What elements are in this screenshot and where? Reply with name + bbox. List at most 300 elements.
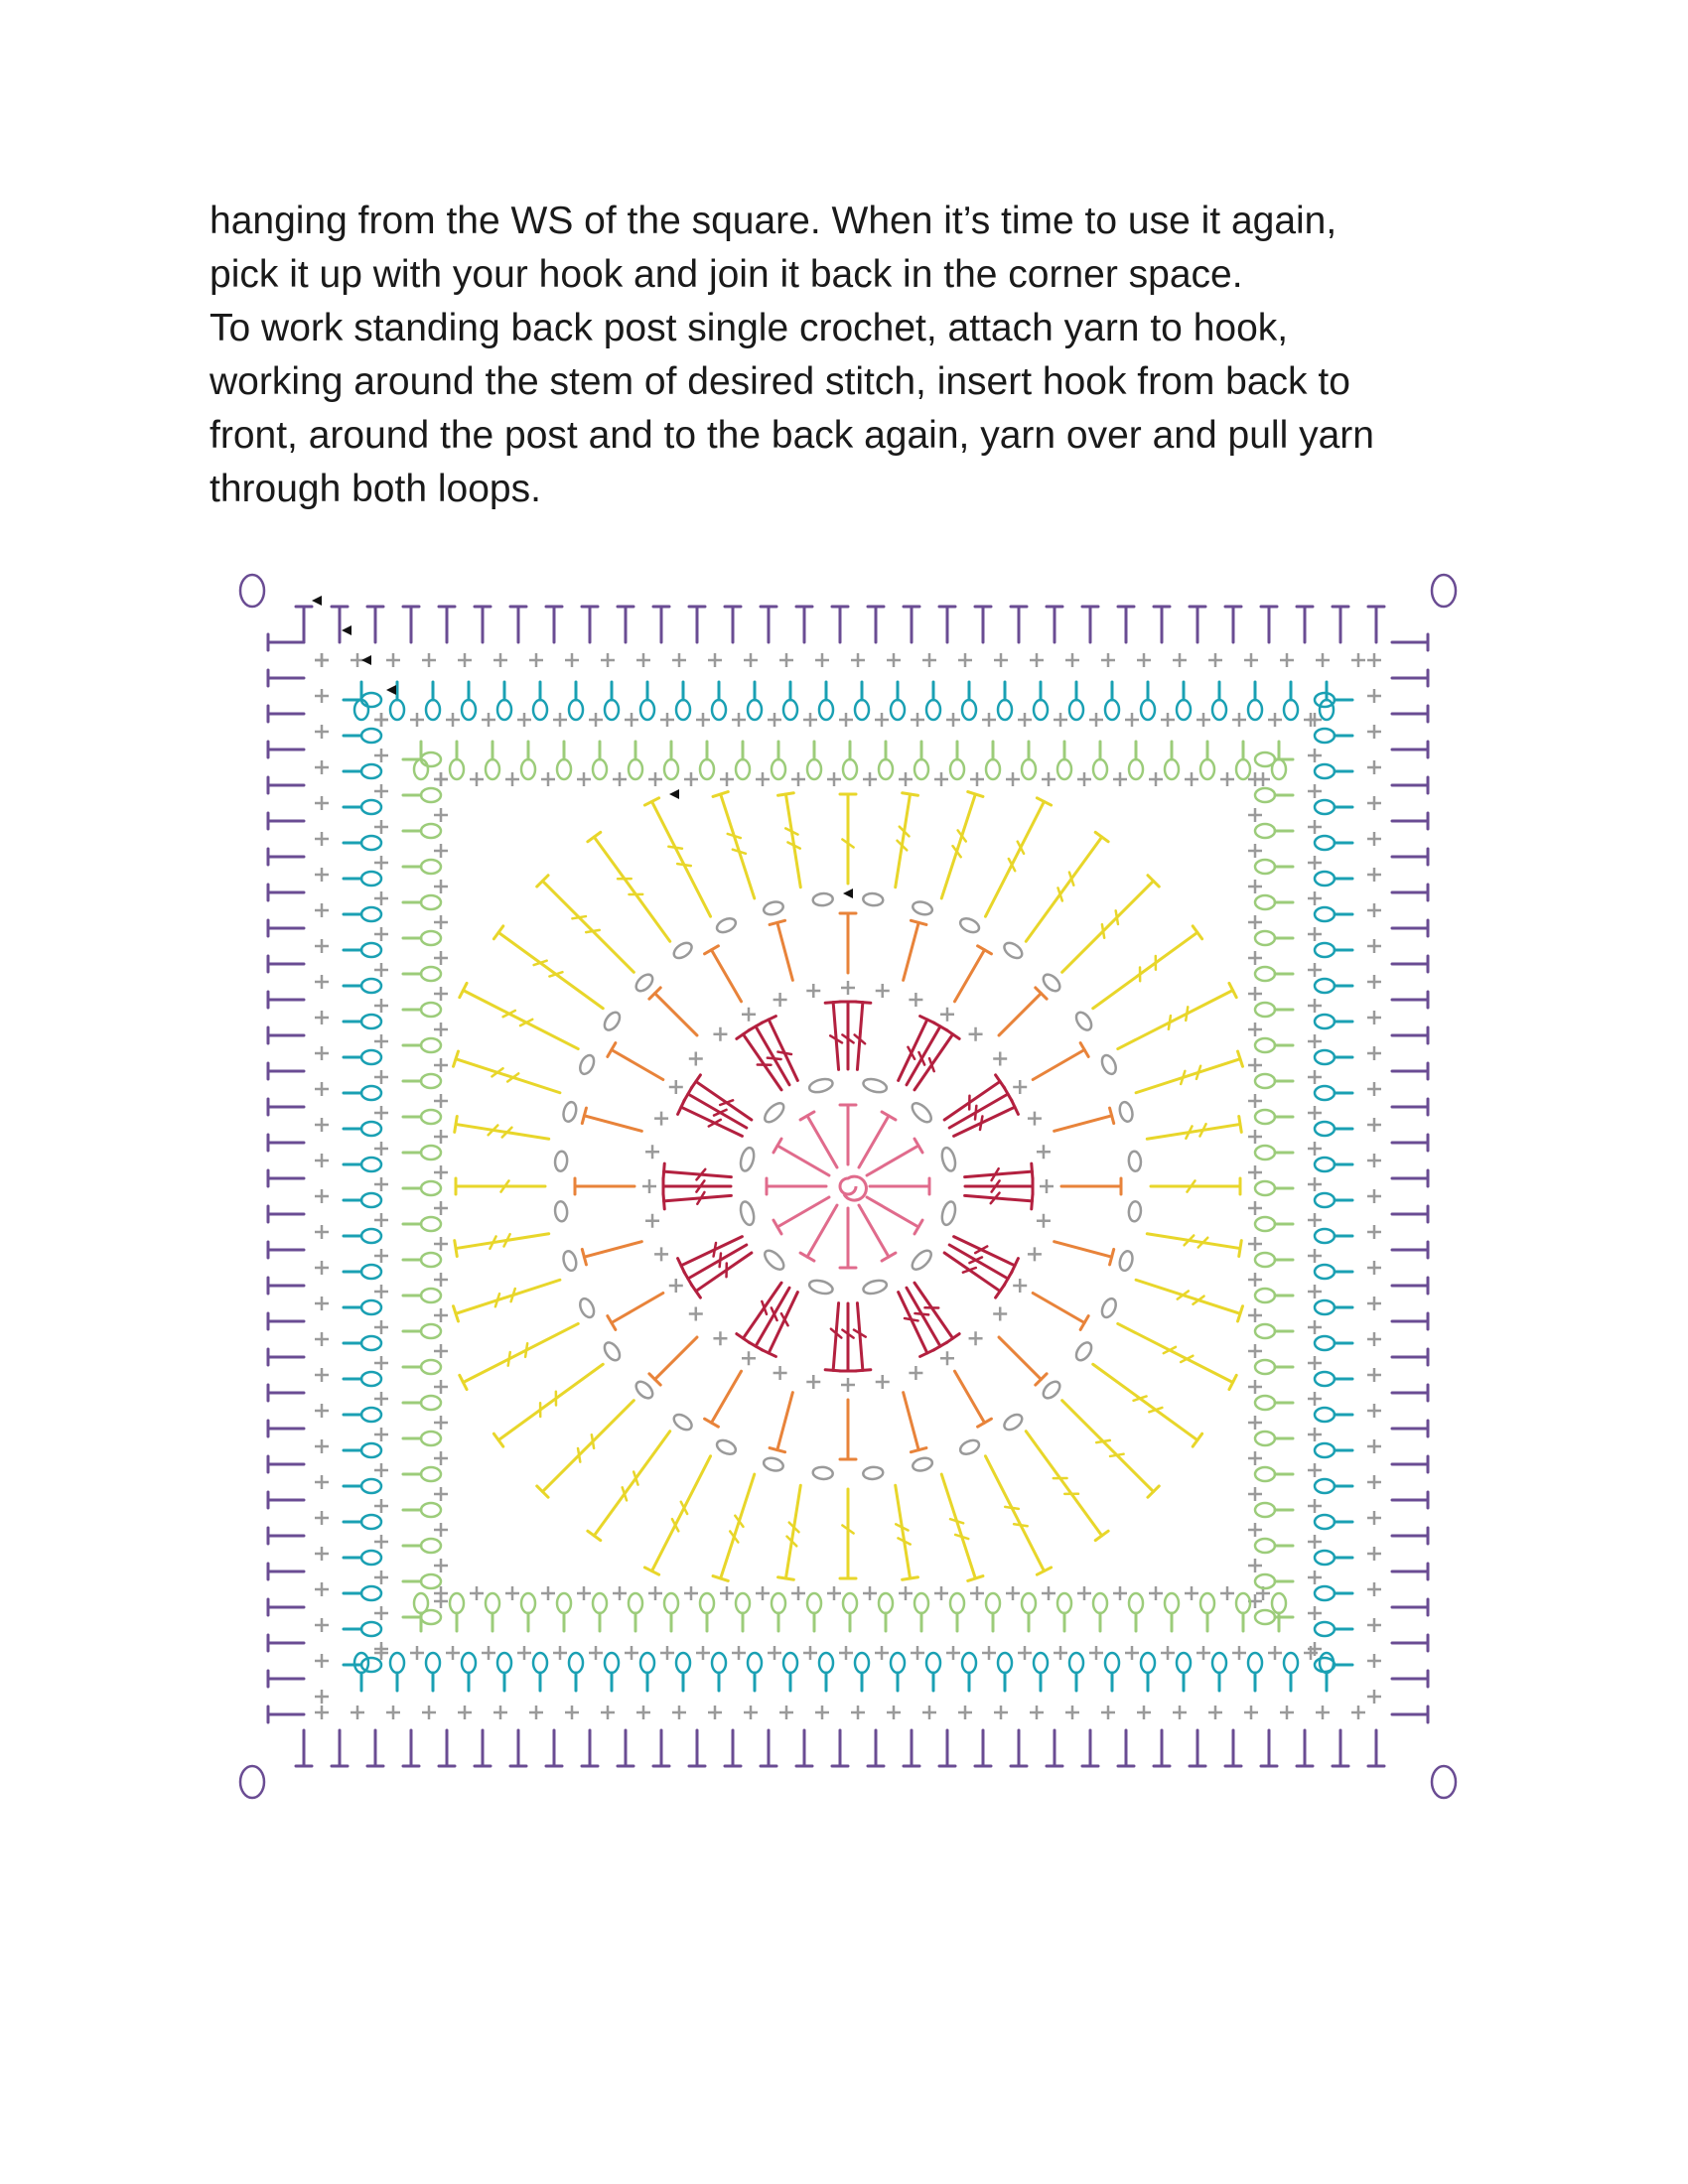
single-crochet-icon bbox=[315, 725, 329, 739]
double-crochet-icon bbox=[1315, 1158, 1335, 1171]
single-crochet-icon bbox=[863, 772, 877, 786]
double-crochet-icon bbox=[807, 1593, 821, 1613]
double-crochet-icon bbox=[1200, 759, 1214, 779]
double-crochet-icon bbox=[605, 700, 619, 720]
double-crochet-icon bbox=[1093, 1593, 1107, 1613]
double-crochet-icon bbox=[1315, 729, 1335, 743]
double-crochet-icon bbox=[533, 1653, 547, 1673]
round-5-stitch bbox=[584, 1116, 641, 1132]
double-crochet-icon bbox=[1284, 1653, 1298, 1673]
single-crochet-icon bbox=[601, 1706, 615, 1719]
single-crochet-icon bbox=[374, 1034, 388, 1048]
double-crochet-icon bbox=[361, 1408, 381, 1422]
single-crochet-icon bbox=[374, 1320, 388, 1334]
single-crochet-icon bbox=[374, 1213, 388, 1227]
double-crochet-icon bbox=[998, 700, 1012, 720]
single-crochet-icon bbox=[374, 856, 388, 870]
double-crochet-icon bbox=[1315, 764, 1335, 778]
single-crochet-icon bbox=[315, 1332, 329, 1346]
double-crochet-icon bbox=[1022, 759, 1036, 779]
round-7-stitch-top bbox=[778, 1577, 794, 1580]
round-7-stitch bbox=[1118, 991, 1233, 1049]
single-crochet-icon bbox=[601, 653, 615, 667]
single-crochet-icon bbox=[744, 653, 758, 667]
single-crochet-icon bbox=[958, 1706, 972, 1719]
round-3-stitch-bar bbox=[720, 1253, 721, 1267]
single-crochet-icon bbox=[446, 713, 460, 727]
single-crochet-icon bbox=[648, 772, 662, 786]
fasten-off-arrow-icon bbox=[342, 625, 352, 635]
single-crochet-icon bbox=[1367, 1547, 1381, 1561]
double-crochet-icon bbox=[1255, 1574, 1275, 1588]
single-crochet-icon bbox=[1125, 713, 1139, 727]
single-crochet-icon bbox=[1248, 987, 1262, 1001]
start-marker-icon bbox=[840, 1176, 866, 1200]
single-crochet-icon bbox=[625, 1646, 638, 1660]
double-crochet-icon bbox=[1315, 1586, 1335, 1600]
round-1-stitch bbox=[807, 1205, 837, 1257]
single-crochet-icon bbox=[374, 1285, 388, 1298]
round-7-stitch bbox=[1062, 1401, 1154, 1492]
single-crochet-icon bbox=[315, 1297, 329, 1310]
round-3-stitch-top bbox=[855, 1002, 871, 1003]
double-crochet-icon bbox=[1255, 1003, 1275, 1017]
chain-stitch-icon bbox=[554, 1151, 568, 1171]
single-crochet-icon bbox=[315, 1154, 329, 1167]
double-crochet-icon bbox=[593, 1593, 607, 1613]
double-crochet-icon bbox=[361, 729, 381, 743]
single-crochet-icon bbox=[434, 1451, 448, 1465]
double-crochet-icon bbox=[361, 800, 381, 814]
single-crochet-icon bbox=[1308, 1285, 1322, 1298]
single-crochet-icon bbox=[1248, 1023, 1262, 1036]
round-3-stitch-top bbox=[737, 1334, 750, 1343]
round-1-stitch bbox=[777, 1197, 829, 1227]
single-crochet-icon bbox=[434, 1273, 448, 1287]
single-crochet-icon bbox=[969, 1027, 983, 1041]
double-crochet-icon bbox=[1034, 700, 1048, 720]
single-crochet-icon bbox=[887, 1706, 901, 1719]
double-crochet-icon bbox=[1315, 1408, 1335, 1422]
single-crochet-icon bbox=[434, 1237, 448, 1251]
round-7-stitch bbox=[652, 1456, 711, 1571]
single-crochet-icon bbox=[1248, 1523, 1262, 1537]
double-crochet-icon bbox=[593, 759, 607, 779]
round-5-stitch bbox=[612, 1050, 663, 1080]
paragraph-1: hanging from the WS of the square. When it’s time to use it again, pick it up with your hook and join it back in the corner space. bbox=[210, 200, 1337, 296]
single-crochet-icon bbox=[577, 772, 591, 786]
single-crochet-icon bbox=[1248, 1344, 1262, 1358]
single-crochet-icon bbox=[374, 1535, 388, 1549]
single-crochet-icon bbox=[1185, 1586, 1198, 1600]
single-crochet-icon bbox=[708, 653, 722, 667]
single-crochet-icon bbox=[946, 1646, 960, 1660]
round-5-stitch bbox=[777, 1393, 793, 1450]
single-crochet-icon bbox=[1037, 1145, 1051, 1159]
single-crochet-icon bbox=[1248, 915, 1262, 929]
double-crochet-icon bbox=[605, 1653, 619, 1673]
double-crochet-icon bbox=[855, 700, 869, 720]
round-3-stitch bbox=[664, 1171, 732, 1176]
double-crochet-icon bbox=[962, 1653, 976, 1673]
double-crochet-icon bbox=[1022, 1593, 1036, 1613]
single-crochet-icon bbox=[470, 1586, 484, 1600]
round-3-stitch bbox=[965, 1171, 1033, 1176]
fasten-off-arrow-icon bbox=[669, 789, 679, 799]
single-crochet-icon bbox=[684, 772, 698, 786]
single-crochet-icon bbox=[374, 1142, 388, 1156]
chain-stitch-icon bbox=[763, 899, 784, 916]
chain-stitch-icon bbox=[1073, 1010, 1094, 1032]
chain-stitch-icon bbox=[1041, 1379, 1063, 1402]
chain-stitch-icon bbox=[863, 892, 884, 906]
single-crochet-icon bbox=[434, 772, 448, 786]
single-crochet-icon bbox=[1196, 713, 1210, 727]
double-crochet-icon bbox=[1105, 1653, 1119, 1673]
single-crochet-icon bbox=[374, 1428, 388, 1441]
double-crochet-icon bbox=[421, 931, 441, 945]
round-7-stitch bbox=[985, 801, 1044, 916]
single-crochet-icon bbox=[1101, 1706, 1115, 1719]
double-crochet-icon bbox=[361, 1515, 381, 1529]
double-crochet-icon bbox=[521, 759, 535, 779]
round-3-stitch bbox=[833, 1303, 838, 1371]
round-7-stitch bbox=[542, 1401, 633, 1492]
chain-stitch-icon bbox=[862, 1077, 888, 1095]
double-crochet-icon bbox=[569, 1653, 583, 1673]
single-crochet-icon bbox=[1308, 1177, 1322, 1191]
double-crochet-icon bbox=[1248, 700, 1262, 720]
chain-stitch-icon bbox=[739, 1200, 757, 1226]
round-3-stitch-top bbox=[946, 1029, 959, 1038]
single-crochet-icon bbox=[315, 1582, 329, 1596]
chain-stitch-icon bbox=[602, 1340, 623, 1363]
single-crochet-icon bbox=[374, 1106, 388, 1120]
single-crochet-icon bbox=[517, 713, 531, 727]
single-crochet-icon bbox=[803, 1646, 817, 1660]
round-7-stitch-bar bbox=[1110, 1454, 1124, 1456]
single-crochet-icon bbox=[669, 1080, 683, 1094]
single-crochet-icon bbox=[434, 1130, 448, 1144]
single-crochet-icon bbox=[851, 1706, 865, 1719]
double-crochet-icon bbox=[557, 759, 571, 779]
double-crochet-icon bbox=[712, 1653, 726, 1673]
single-crochet-icon bbox=[553, 1646, 567, 1660]
single-crochet-icon bbox=[1367, 689, 1381, 703]
single-crochet-icon bbox=[982, 713, 996, 727]
single-crochet-icon bbox=[863, 1586, 877, 1600]
single-crochet-icon bbox=[374, 927, 388, 941]
double-crochet-icon bbox=[361, 1193, 381, 1207]
double-crochet-icon bbox=[421, 967, 441, 981]
round-7-stitch bbox=[941, 1474, 975, 1578]
single-crochet-icon bbox=[815, 653, 829, 667]
round-5-stitch bbox=[955, 950, 985, 1002]
single-crochet-icon bbox=[1113, 1586, 1127, 1600]
single-crochet-icon bbox=[911, 713, 924, 727]
chain-stitch-icon bbox=[808, 1279, 834, 1297]
round-3-stitch-bar bbox=[714, 1243, 716, 1257]
round-7-stitch-top bbox=[1239, 1241, 1242, 1257]
single-crochet-icon bbox=[1054, 1646, 1067, 1660]
single-crochet-icon bbox=[315, 868, 329, 882]
double-crochet-icon bbox=[361, 1336, 381, 1350]
round-3-stitch-bar bbox=[914, 1313, 928, 1314]
double-crochet-icon bbox=[1129, 1593, 1143, 1613]
single-crochet-icon bbox=[689, 1307, 703, 1321]
round-5-stitch-top bbox=[582, 1108, 586, 1123]
single-crochet-icon bbox=[732, 1646, 746, 1660]
single-crochet-icon bbox=[909, 993, 922, 1007]
single-crochet-icon bbox=[1256, 772, 1270, 786]
double-crochet-icon bbox=[1315, 1622, 1335, 1636]
double-crochet-icon bbox=[807, 759, 821, 779]
round-7-stitch bbox=[1093, 932, 1197, 1008]
double-crochet-icon bbox=[676, 700, 690, 720]
chain-stitch-icon bbox=[762, 1100, 786, 1125]
double-crochet-icon bbox=[1255, 895, 1275, 909]
single-crochet-icon bbox=[434, 1416, 448, 1430]
double-crochet-icon bbox=[1315, 1300, 1335, 1314]
double-crochet-icon bbox=[421, 1253, 441, 1267]
single-crochet-icon bbox=[875, 713, 889, 727]
single-crochet-icon bbox=[1308, 1606, 1322, 1620]
single-crochet-icon bbox=[732, 713, 746, 727]
single-crochet-icon bbox=[1367, 1690, 1381, 1704]
single-crochet-icon bbox=[1308, 1499, 1322, 1513]
chain-stitch-icon bbox=[910, 1248, 934, 1273]
single-crochet-icon bbox=[1367, 975, 1381, 989]
single-crochet-icon bbox=[374, 891, 388, 905]
double-crochet-icon bbox=[1315, 907, 1335, 921]
round-7-stitch bbox=[1062, 881, 1154, 972]
chain-stitch-icon bbox=[940, 1200, 958, 1226]
round-7-stitch bbox=[1118, 1323, 1233, 1382]
single-crochet-icon bbox=[315, 1706, 329, 1719]
single-crochet-icon bbox=[434, 1023, 448, 1036]
chain-stitch-icon bbox=[812, 1466, 833, 1480]
chain-stitch-icon bbox=[1002, 1412, 1025, 1433]
single-crochet-icon bbox=[1248, 1559, 1262, 1572]
single-crochet-icon bbox=[994, 1706, 1008, 1719]
double-crochet-icon bbox=[361, 1658, 381, 1672]
double-crochet-icon bbox=[361, 1229, 381, 1243]
double-crochet-icon bbox=[421, 860, 441, 874]
single-crochet-icon bbox=[1367, 1046, 1381, 1060]
single-crochet-icon bbox=[806, 984, 820, 998]
single-crochet-icon bbox=[374, 820, 388, 834]
round-5-stitch bbox=[1055, 1116, 1112, 1132]
single-crochet-icon bbox=[774, 1366, 787, 1380]
single-crochet-icon bbox=[806, 1375, 820, 1389]
chain-stitch-icon bbox=[763, 1456, 784, 1473]
single-crochet-icon bbox=[374, 1570, 388, 1584]
single-crochet-icon bbox=[541, 772, 555, 786]
round-5-stitch bbox=[1033, 1294, 1084, 1323]
double-crochet-icon bbox=[914, 1593, 928, 1613]
round-3-stitch bbox=[664, 1195, 732, 1200]
single-crochet-icon bbox=[315, 653, 329, 667]
single-crochet-icon bbox=[434, 1058, 448, 1072]
double-crochet-icon bbox=[640, 700, 654, 720]
single-crochet-icon bbox=[645, 1214, 659, 1228]
single-crochet-icon bbox=[841, 981, 855, 995]
single-crochet-icon bbox=[969, 1331, 983, 1345]
round-5-stitch bbox=[1033, 1050, 1084, 1080]
single-crochet-icon bbox=[841, 1378, 855, 1392]
single-crochet-icon bbox=[1316, 653, 1330, 667]
single-crochet-icon bbox=[720, 772, 734, 786]
double-crochet-icon bbox=[891, 1653, 905, 1673]
round-1-stitch bbox=[867, 1197, 918, 1227]
single-crochet-icon bbox=[1316, 1706, 1330, 1719]
chain-stitch-icon bbox=[1128, 1151, 1142, 1171]
round-7-stitch bbox=[463, 1323, 578, 1382]
single-crochet-icon bbox=[434, 1308, 448, 1322]
single-crochet-icon bbox=[1280, 653, 1294, 667]
single-crochet-icon bbox=[1367, 1225, 1381, 1239]
double-crochet-icon bbox=[361, 907, 381, 921]
chain-stitch-icon bbox=[863, 1466, 884, 1480]
single-crochet-icon bbox=[994, 653, 1008, 667]
double-crochet-icon bbox=[361, 1122, 381, 1136]
single-crochet-icon bbox=[1232, 1646, 1246, 1660]
round-7-stitch bbox=[1136, 1059, 1240, 1093]
double-crochet-icon bbox=[1248, 1653, 1262, 1673]
double-crochet-icon bbox=[1057, 759, 1071, 779]
single-crochet-icon bbox=[684, 1586, 698, 1600]
single-crochet-icon bbox=[434, 1380, 448, 1394]
round-7-stitch bbox=[785, 794, 800, 887]
double-crochet-icon bbox=[1141, 1653, 1155, 1673]
double-crochet-icon bbox=[926, 1653, 940, 1673]
round-7-stitch bbox=[1093, 1364, 1197, 1439]
double-crochet-icon bbox=[926, 700, 940, 720]
single-crochet-icon bbox=[589, 713, 603, 727]
single-crochet-icon bbox=[1308, 927, 1322, 941]
round-7-stitch-bar bbox=[572, 916, 586, 918]
double-crochet-icon bbox=[783, 1653, 797, 1673]
single-crochet-icon bbox=[970, 1586, 984, 1600]
double-crochet-icon bbox=[1315, 800, 1335, 814]
double-crochet-icon bbox=[843, 1593, 857, 1613]
single-crochet-icon bbox=[779, 1706, 793, 1719]
double-crochet-icon bbox=[1212, 1653, 1226, 1673]
double-crochet-icon bbox=[1141, 700, 1155, 720]
single-crochet-icon bbox=[1013, 1279, 1027, 1293]
chain-stitch-icon bbox=[578, 1053, 597, 1076]
single-crochet-icon bbox=[654, 1112, 668, 1126]
double-crochet-icon bbox=[664, 759, 678, 779]
single-crochet-icon bbox=[541, 1586, 555, 1600]
double-crochet-icon bbox=[1255, 1038, 1275, 1052]
double-crochet-icon bbox=[1069, 1653, 1083, 1673]
single-crochet-icon bbox=[374, 1606, 388, 1620]
round-5-stitch bbox=[712, 1371, 742, 1423]
double-crochet-icon bbox=[843, 759, 857, 779]
single-crochet-icon bbox=[1367, 1368, 1381, 1382]
double-crochet-icon bbox=[421, 1289, 441, 1302]
round-5-stitch bbox=[999, 994, 1041, 1035]
single-crochet-icon bbox=[922, 653, 936, 667]
double-crochet-icon bbox=[1315, 1443, 1335, 1457]
double-crochet-icon bbox=[1315, 872, 1335, 886]
round-7-stitch-top bbox=[903, 793, 918, 796]
single-crochet-icon bbox=[713, 1027, 727, 1041]
double-crochet-icon bbox=[1255, 967, 1275, 981]
double-crochet-icon bbox=[361, 943, 381, 957]
double-crochet-icon bbox=[1272, 1593, 1286, 1613]
double-crochet-icon bbox=[421, 1432, 441, 1445]
round-7-stitch-top bbox=[588, 1531, 601, 1540]
round-7-stitch-bar bbox=[1186, 1007, 1188, 1021]
double-crochet-icon bbox=[361, 1015, 381, 1028]
single-crochet-icon bbox=[940, 1008, 954, 1022]
single-crochet-icon bbox=[1006, 772, 1020, 786]
single-crochet-icon bbox=[1089, 713, 1103, 727]
round-1-stitch bbox=[807, 1116, 837, 1167]
double-crochet-icon bbox=[421, 1181, 441, 1195]
single-crochet-icon bbox=[315, 1654, 329, 1668]
chain-stitch-icon bbox=[1073, 1340, 1094, 1363]
double-crochet-icon bbox=[1315, 1193, 1335, 1207]
single-crochet-icon bbox=[1248, 1058, 1262, 1072]
single-crochet-icon bbox=[434, 987, 448, 1001]
double-crochet-icon bbox=[390, 700, 404, 720]
double-crochet-icon bbox=[1105, 700, 1119, 720]
double-crochet-icon bbox=[1255, 1289, 1275, 1302]
single-crochet-icon bbox=[1351, 1706, 1365, 1719]
chain-stitch-icon bbox=[602, 1010, 623, 1032]
double-crochet-icon bbox=[421, 1539, 441, 1553]
single-crochet-icon bbox=[899, 772, 913, 786]
double-crochet-icon bbox=[421, 1610, 441, 1624]
single-crochet-icon bbox=[720, 1586, 734, 1600]
single-crochet-icon bbox=[1030, 653, 1044, 667]
round-7-stitch bbox=[456, 1280, 560, 1313]
double-crochet-icon bbox=[1255, 1181, 1275, 1195]
single-crochet-icon bbox=[374, 784, 388, 798]
single-crochet-icon bbox=[876, 984, 890, 998]
single-crochet-icon bbox=[1367, 1618, 1381, 1632]
single-crochet-icon bbox=[1137, 653, 1151, 667]
chain-stitch-icon bbox=[912, 899, 933, 916]
single-crochet-icon bbox=[708, 1706, 722, 1719]
double-crochet-icon bbox=[1255, 1610, 1275, 1624]
single-crochet-icon bbox=[648, 1586, 662, 1600]
double-crochet-icon bbox=[1129, 759, 1143, 779]
single-crochet-icon bbox=[1220, 772, 1234, 786]
round-5-stitch bbox=[904, 922, 919, 980]
single-crochet-icon bbox=[315, 903, 329, 917]
round-5-stitch bbox=[955, 1371, 985, 1423]
double-crochet-icon bbox=[629, 1593, 642, 1613]
single-crochet-icon bbox=[1248, 1273, 1262, 1287]
single-crochet-icon bbox=[645, 1145, 659, 1159]
double-crochet-icon bbox=[1255, 1217, 1275, 1231]
fasten-off-arrow-icon bbox=[386, 685, 396, 695]
double-crochet-icon bbox=[1315, 1122, 1335, 1136]
round-7-stitch-bar bbox=[1014, 1524, 1028, 1526]
double-crochet-icon bbox=[1255, 931, 1275, 945]
double-crochet-icon bbox=[1255, 1074, 1275, 1088]
round-5-stitch-top bbox=[770, 1448, 784, 1452]
chain-stitch-icon bbox=[671, 940, 694, 961]
round-3-stitch-top bbox=[825, 1370, 841, 1371]
chain-stitch-icon bbox=[762, 1248, 786, 1273]
single-crochet-icon bbox=[1040, 1179, 1054, 1193]
round-7-stitch-top bbox=[1239, 1117, 1242, 1133]
